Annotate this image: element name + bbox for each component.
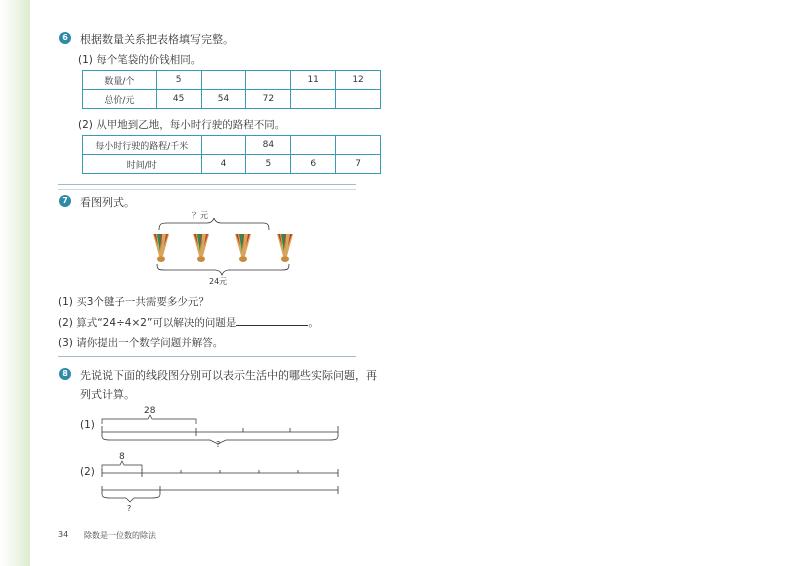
distance-table xyxy=(82,135,381,174)
question-7-badge: 7 xyxy=(59,195,71,207)
answer-blank[interactable] xyxy=(236,315,308,326)
table-cell[interactable] xyxy=(246,71,291,90)
diagram-2-label: (2) xyxy=(80,466,95,478)
diagram-1-question: ? xyxy=(216,440,221,449)
table-cell: 45 xyxy=(156,90,201,109)
shuttlecock-icon xyxy=(153,234,169,262)
table-cell[interactable] xyxy=(336,136,381,155)
table-cell: 数量/个 xyxy=(83,71,157,90)
question-7-sub3: (3) 请你提出一个数学问题并解答。 xyxy=(58,337,224,349)
section-divider xyxy=(58,189,356,190)
diagram-1-label: (1) xyxy=(80,419,95,431)
table-row xyxy=(83,155,381,174)
question-8-badge: 8 xyxy=(59,368,71,380)
question-6-part1-label: (1) 每个笔袋的价钱相同。 xyxy=(78,54,202,66)
table-row xyxy=(83,136,381,155)
top-brace xyxy=(159,218,269,230)
question-6-title: 根据数量关系把表格填写完整。 xyxy=(80,33,234,46)
price-table xyxy=(82,70,381,109)
table-cell: 54 xyxy=(201,90,246,109)
shuttlecock-figure xyxy=(145,218,305,276)
question-7-title: 看图列式。 xyxy=(80,196,135,209)
chapter-title: 除数是一位数的除法 xyxy=(84,531,156,540)
table-cell: 84 xyxy=(246,136,291,155)
question-7-sub1: (1) 买3个毽子一共需要多少元？ xyxy=(58,296,209,308)
table-cell: 6 xyxy=(291,155,336,174)
table-cell: 总价/元 xyxy=(83,90,157,109)
table-cell: 5 xyxy=(246,155,291,174)
diagram-2-question: ? xyxy=(127,504,132,513)
table-cell: 12 xyxy=(336,71,381,90)
section-divider xyxy=(58,184,356,185)
table-row xyxy=(83,71,381,90)
shuttlecock-icon xyxy=(193,234,209,262)
page-spine-shade xyxy=(0,0,30,566)
segment-diagram-2 xyxy=(100,460,344,510)
table-cell: 4 xyxy=(201,155,246,174)
question-6-badge: 6 xyxy=(59,32,71,44)
table-cell[interactable] xyxy=(291,136,336,155)
table-cell[interactable] xyxy=(291,90,336,109)
shuttlecock-icon xyxy=(277,234,293,262)
table-cell: 72 xyxy=(246,90,291,109)
question-7-sub2-suffix: 。 xyxy=(308,317,319,329)
table-cell: 7 xyxy=(336,155,381,174)
section-divider xyxy=(58,356,356,357)
question-8-title-line2: 列式计算。 xyxy=(80,388,135,401)
question-7-sub2 xyxy=(58,315,319,330)
table-cell: 每小时行驶的路程/千米 xyxy=(83,136,202,155)
question-6-part2-label: (2) 从甲地到乙地，每小时行驶的路程不同。 xyxy=(78,119,286,131)
table-cell: 11 xyxy=(291,71,336,90)
segment-diagram-1 xyxy=(100,414,344,448)
shuttlecock-icon xyxy=(235,234,251,262)
question-8-title-line1: 先说说下面的线段图分别可以表示生活中的哪些实际问题，再 xyxy=(80,369,377,382)
table-cell[interactable] xyxy=(336,90,381,109)
total-price-label: ？元 xyxy=(192,211,208,220)
question-7-sub2-prefix: (2) 算式“24÷4×2”可以解决的问题是 xyxy=(58,317,237,329)
diagram-2-value: 8 xyxy=(119,452,125,462)
bottom-brace xyxy=(157,264,289,275)
table-row xyxy=(83,90,381,109)
page-number: 34 xyxy=(58,530,69,539)
table-cell[interactable] xyxy=(201,136,246,155)
table-cell: 时间/时 xyxy=(83,155,202,174)
table-cell[interactable] xyxy=(201,71,246,90)
diagram-1-value: 28 xyxy=(144,406,156,416)
total-cost-label: 24元 xyxy=(209,277,228,286)
table-cell: 5 xyxy=(156,71,201,90)
